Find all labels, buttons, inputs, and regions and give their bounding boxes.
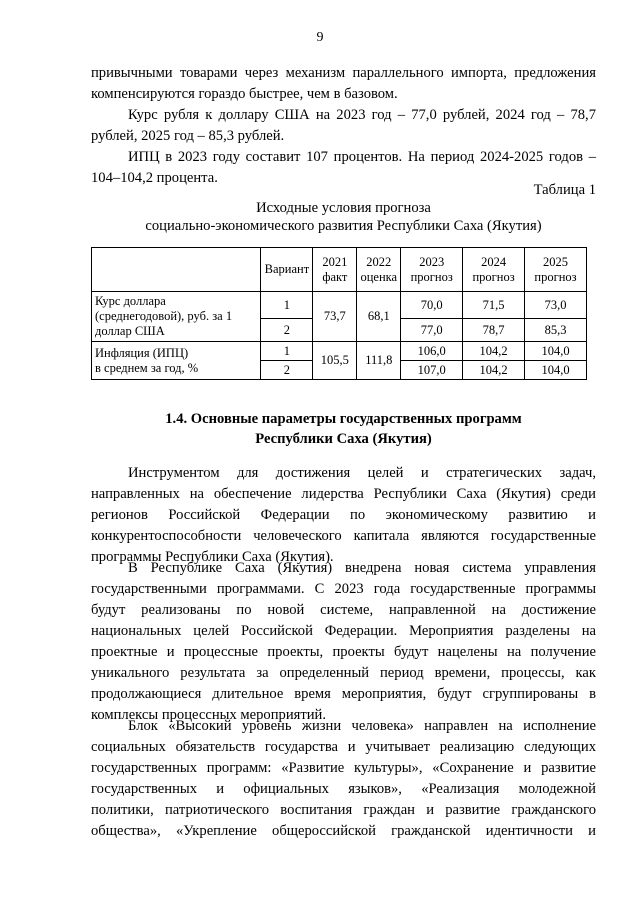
text-line: продолжающиеся длительное время мероприятия, будут сгруппированы в [91, 686, 596, 702]
row-label-cpi: Инфляция (ИПЦ) в среднем за год, % [92, 342, 261, 380]
text-line: ИПЦ в 2023 году составит 107 процентов. На период 2024-2025 годов – [128, 149, 596, 165]
table-title-line: социально-экономического развития Республики Саха (Якутия) [145, 218, 542, 234]
text-line: конкурентоспособности человеческого капитала являются государственные [91, 528, 596, 544]
exchange-rate-paragraph [91, 105, 596, 147]
value-2023: 107,0 [401, 361, 463, 380]
value-2025: 85,3 [525, 319, 587, 342]
text-line: социальных обязательств государства и учитывает реализацию следующих [91, 739, 596, 755]
value-2024: 104,2 [463, 342, 525, 361]
header-variant: Вариант [261, 248, 313, 292]
value-2025: 73,0 [525, 292, 587, 319]
value-2022: 111,8 [357, 342, 401, 380]
header-empty-cell [92, 248, 261, 292]
value-2021: 105,5 [313, 342, 357, 380]
table-row [92, 292, 587, 319]
text-line: государственных программ: «Развитие культуры», «Сохранение и развитие [91, 760, 596, 776]
table-title-line: Исходные условия прогноза [256, 200, 431, 216]
body-paragraph [91, 558, 596, 726]
section-title-line: 1.4. Основные параметры государственных программ [165, 411, 522, 427]
text-line: государственными программами. С 2023 года государственные программы [91, 581, 596, 597]
header-2024: 2024 прогноз [463, 248, 525, 292]
header-2022: 2022 оценка [357, 248, 401, 292]
table-caption: Таблица 1 [533, 182, 596, 198]
intro-paragraph [91, 63, 596, 105]
text-line: проектные и процессные проекты, проекты будут нацелены на получение [91, 644, 596, 660]
text-line: Инструментом для достижения целей и стратегических задач, [128, 465, 596, 481]
value-2024: 104,2 [463, 361, 525, 380]
table-title [91, 199, 596, 235]
value-2023: 77,0 [401, 319, 463, 342]
header-2025: 2025 прогноз [525, 248, 587, 292]
section-title-line: Республики Саха (Якутия) [255, 431, 432, 447]
header-2023: 2023 прогноз [401, 248, 463, 292]
body-paragraph [91, 463, 596, 568]
text-line: регионов Российской Федерации по экономическому развитию и [91, 507, 596, 523]
value-2022: 68,1 [357, 292, 401, 342]
header-2021: 2021 факт [313, 248, 357, 292]
text-line: национальных целей Российской Федерации. Мероприятия разделены на [91, 623, 596, 639]
value-2023: 70,0 [401, 292, 463, 319]
text-line: Блок «Высокий уровень жизни человека» направлен на исполнение [128, 718, 596, 734]
variant-cell: 2 [261, 319, 313, 342]
text-line: рублей, 2025 год – 85,3 рублей. [91, 128, 285, 144]
variant-cell: 2 [261, 361, 313, 380]
text-line: компенсируются гораздо быстрее, чем в базовом. [91, 86, 398, 102]
text-line: политики, патриотического воспитания граждан и развитие гражданского [91, 802, 596, 818]
text-line: 104–104,2 процента. [91, 170, 218, 186]
text-line: программы Республики Саха (Якутия). [91, 549, 334, 565]
value-2025: 104,0 [525, 342, 587, 361]
section-title [91, 409, 596, 449]
text-line: направленных на обеспечение лидерства Республики Саха (Якутия) среди [91, 486, 596, 502]
text-line: будут реализованы по новой системе, направленной на достижение [91, 602, 596, 618]
variant-cell: 1 [261, 342, 313, 361]
text-line: комплексы процессных мероприятий. [91, 707, 326, 723]
text-line: В Республике Саха (Якутия) внедрена новая система управления [128, 560, 596, 576]
text-line: Курс рубля к доллару США на 2023 год – 77,0 рублей, 2024 год – 78,7 [128, 107, 596, 123]
value-2023: 106,0 [401, 342, 463, 361]
value-2021: 73,7 [313, 292, 357, 342]
variant-cell: 1 [261, 292, 313, 319]
text-line: уникального результата за определенный период времени, процессы, как [91, 665, 596, 681]
value-2025: 104,0 [525, 361, 587, 380]
value-2024: 78,7 [463, 319, 525, 342]
table-row [92, 342, 587, 361]
value-2024: 71,5 [463, 292, 525, 319]
table-header-row [92, 248, 587, 292]
text-line: привычными товарами через механизм параллельного импорта, предложения [91, 65, 596, 81]
body-paragraph [91, 716, 596, 842]
row-label-usd: Курс доллара (среднегодовой), руб. за 1 доллар США [92, 292, 261, 342]
forecast-table [91, 247, 587, 380]
text-line: государственных и официальных языков», «Реализация молодежной [91, 781, 596, 797]
page-number: 9 [316, 30, 324, 45]
text-line: общества», «Укрепление общероссийской гражданской идентичности и [91, 823, 596, 839]
